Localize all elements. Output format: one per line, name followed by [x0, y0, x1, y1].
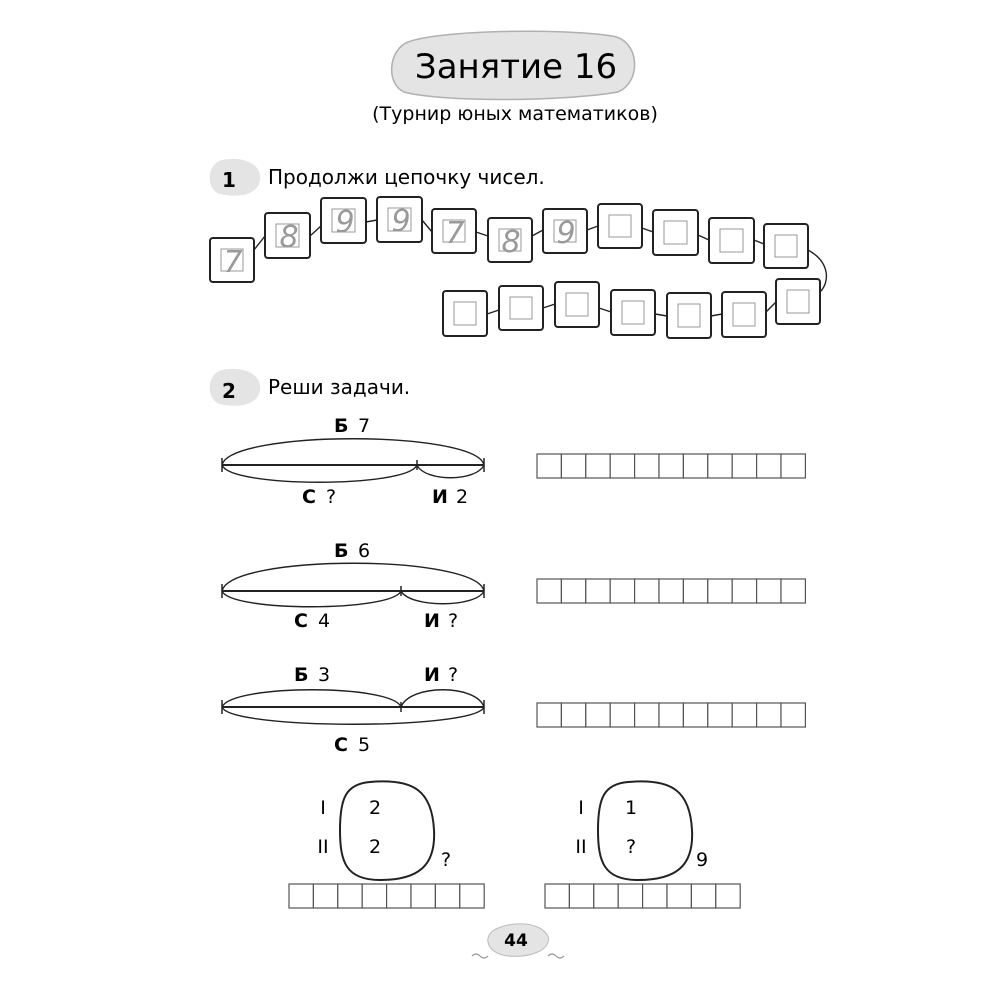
p1-right-letter: И: [432, 486, 448, 508]
chain-cell-empty: [499, 286, 543, 330]
chain-cell: [432, 209, 476, 253]
chain-cell-empty: [611, 290, 655, 335]
chain-value: 7: [445, 216, 465, 251]
group-diagram-1: [317, 781, 451, 880]
answer-grid-2[interactable]: [537, 579, 805, 603]
chain-cell: [488, 218, 532, 262]
chain-value: 9: [556, 216, 576, 251]
chain-value: 9: [335, 205, 355, 240]
chain-cell: [321, 198, 366, 243]
chain-cell-empty: [443, 291, 487, 336]
p3-top-right-value: ?: [448, 664, 459, 686]
problem-2-diagram: [222, 540, 484, 632]
problem-1-diagram: [222, 415, 484, 508]
chain-row-2: [443, 279, 820, 338]
g1-row2-label: II: [317, 836, 329, 858]
task1-number: 1: [222, 168, 236, 192]
task2-instruction: Реши задачи.: [268, 375, 411, 399]
p1-right-value: 2: [456, 486, 469, 508]
chain-cell: [543, 209, 587, 253]
g2-row1-label: I: [578, 797, 584, 819]
g2-row1-value: 1: [624, 797, 638, 819]
p2-top-letter: Б: [334, 540, 349, 562]
p3-top-right-letter: И: [424, 664, 440, 686]
chain-cell: [377, 197, 422, 242]
chain-cell-empty: [709, 218, 754, 263]
g2-row2-value: ?: [625, 836, 637, 858]
chain-row-1: [210, 197, 808, 282]
problem-3-diagram: [222, 664, 484, 756]
g2-row2-label: II: [575, 836, 587, 858]
p1-top-letter: Б: [334, 415, 349, 437]
p2-right-value: ?: [448, 610, 459, 632]
p2-left-letter: С: [294, 610, 308, 632]
answer-grid-4[interactable]: [289, 884, 484, 908]
g1-row1-label: I: [320, 797, 326, 819]
g1-row1-value: 2: [368, 797, 382, 819]
p1-left-letter: С: [302, 486, 316, 508]
p1-top-value: 7: [358, 415, 371, 437]
task1-instruction: Продолжи цепочку чисел.: [268, 165, 545, 189]
p3-bottom-letter: С: [334, 734, 348, 756]
p3-top-left-letter: Б: [294, 664, 309, 686]
chain-value: 8: [279, 220, 299, 255]
p2-left-value: 4: [318, 610, 331, 632]
p1-left-value: ?: [326, 486, 337, 508]
task2-number: 2: [222, 379, 236, 403]
answer-grid-1[interactable]: [537, 454, 805, 478]
g1-total: ?: [440, 849, 452, 871]
chain-cell-empty: [653, 210, 698, 255]
lesson-subtitle: (Турнир юных математиков): [372, 103, 658, 125]
chain-cell-empty: [722, 292, 766, 337]
answer-grid-5[interactable]: [545, 884, 740, 908]
chain-cell-empty: [667, 293, 711, 338]
group-diagram-2: [575, 781, 708, 880]
chain-cell: [265, 213, 310, 258]
chain-value: 7: [223, 245, 243, 280]
chain-cell: [210, 238, 254, 282]
chain-cell-empty: [555, 282, 599, 327]
g2-total: 9: [695, 849, 709, 871]
page-number-badge: [472, 924, 564, 958]
g1-row2-value: 2: [368, 836, 382, 858]
lesson-title: Занятие 16: [414, 47, 618, 87]
chain-value: 8: [501, 225, 521, 260]
answer-grid-3[interactable]: [537, 703, 805, 727]
chain-cell-empty: [776, 279, 820, 324]
p2-top-value: 6: [358, 540, 371, 562]
page-number: 44: [504, 931, 528, 951]
p3-top-left-value: 3: [318, 664, 331, 686]
chain-value: 9: [391, 204, 411, 239]
chain-cell-empty: [598, 204, 642, 248]
chain-cell-empty: [764, 224, 808, 268]
p3-bottom-value: 5: [358, 734, 371, 756]
p2-right-letter: И: [424, 610, 440, 632]
